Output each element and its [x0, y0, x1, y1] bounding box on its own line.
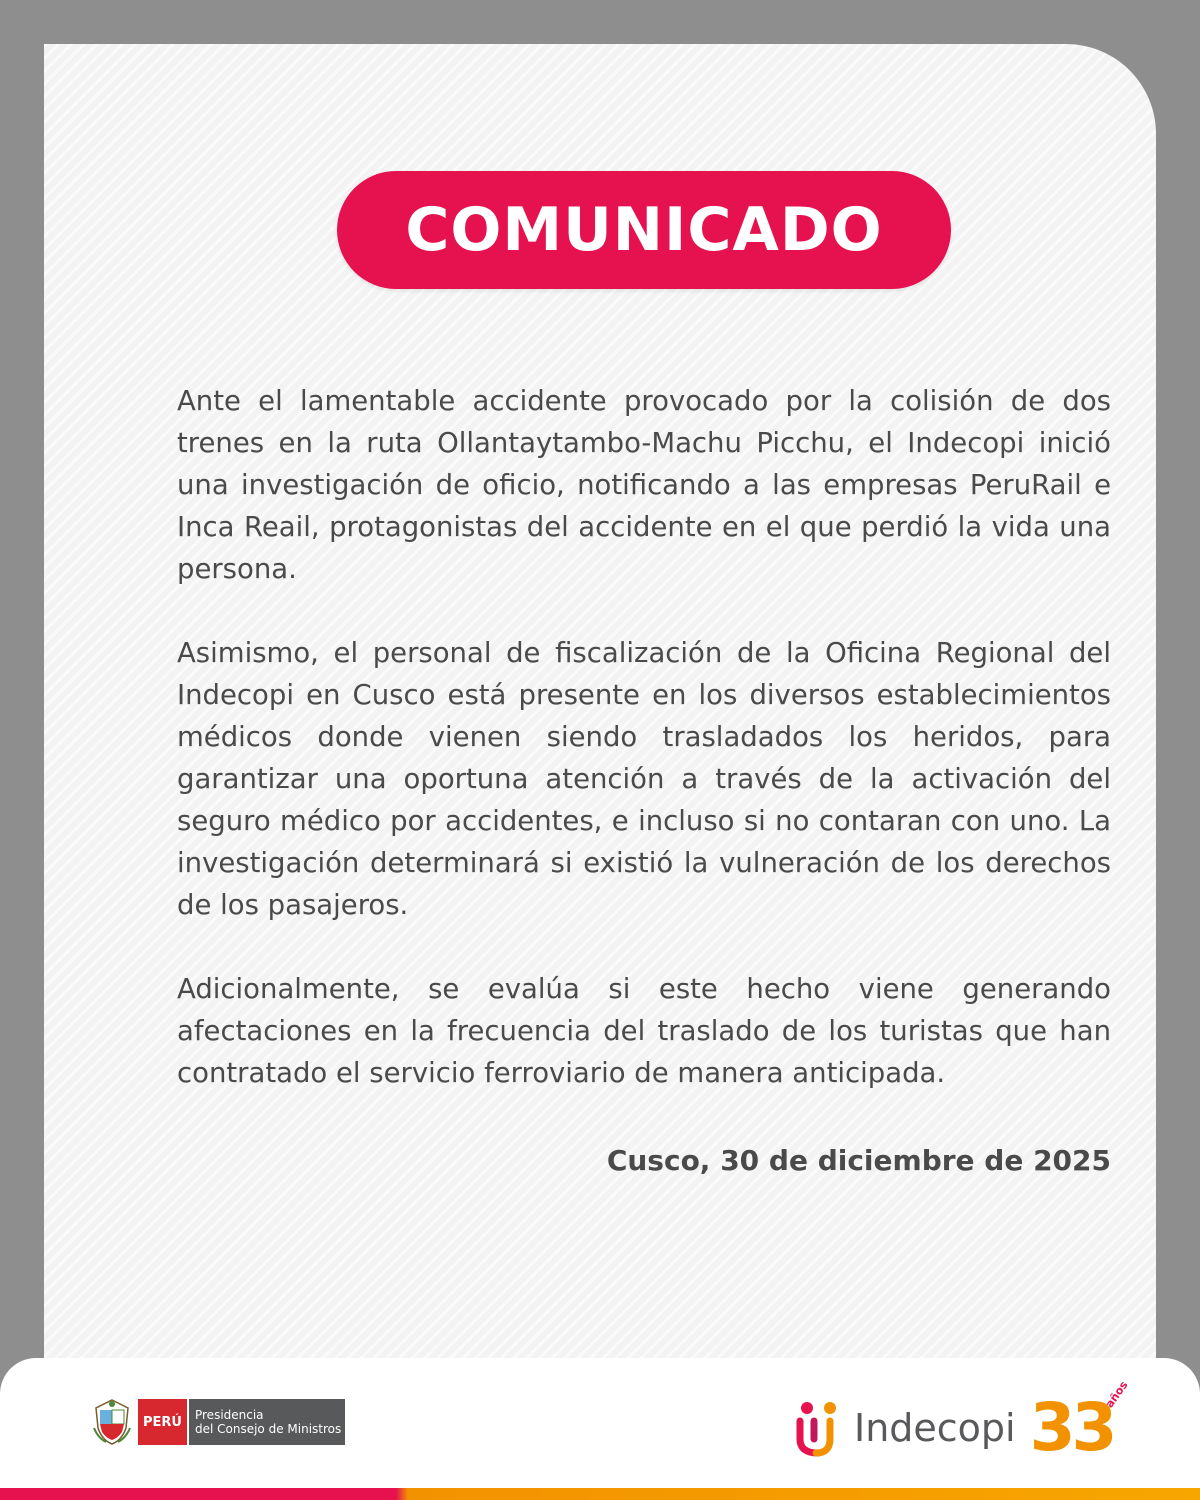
page-title: COMUNICADO	[405, 195, 883, 265]
government-logo	[92, 1398, 345, 1446]
anniversary-label: años	[1102, 1378, 1131, 1411]
footer-color-stripe	[0, 1488, 1200, 1500]
pcm-label	[187, 1399, 345, 1445]
paragraph-1: Ante el lamentable accidente provocado por la colisión de dos trenes en la ruta Ollantaytambo-Machu Picchu, el Indecopi inició una investigación de oficio, notificando a las empresas PeruRail e Inca Reail, protagonistas del accidente en el que perdió la vida una persona.	[177, 385, 1111, 585]
paragraph-3: Adicionalmente, se evalúa si este hecho viene generando afectaciones en la frecuencia del traslado de los turistas que han contratado el servicio ferroviario de manera anticipada.	[177, 973, 1111, 1089]
title-banner	[337, 171, 951, 289]
pcm-line-1: Presidencia	[194, 1408, 264, 1422]
communique-body	[177, 380, 1111, 1136]
indecopi-wordmark: Indecopi	[854, 1406, 1016, 1450]
paragraph-2: Asimismo, el personal de fiscalización de la Oficina Regional del Indecopi en Cusco está presente en los diversos establecimientos médicos donde vienen siendo trasladados los heridos, para garantizar una oportuna atención a través de la activación del seguro médico por accidentes, e incluso si no contaran con uno. La investigación determinará si existió la vulneración de los derechos de los pasajeros.	[177, 637, 1111, 921]
indecopi-logo	[796, 1378, 1131, 1470]
footer	[0, 1358, 1200, 1500]
communique-card	[44, 44, 1156, 1444]
pcm-line-2: del Consejo de Ministros	[194, 1422, 342, 1436]
indecopi-mark-icon	[796, 1399, 844, 1457]
peru-label: PERÚ	[138, 1399, 187, 1445]
date-signature: Cusco, 30 de diciembre de 2025	[606, 1144, 1111, 1177]
anniversary-badge	[1029, 1378, 1131, 1470]
peru-coat-of-arms-icon	[92, 1398, 132, 1446]
anniversary-number: 33	[1029, 1389, 1114, 1466]
